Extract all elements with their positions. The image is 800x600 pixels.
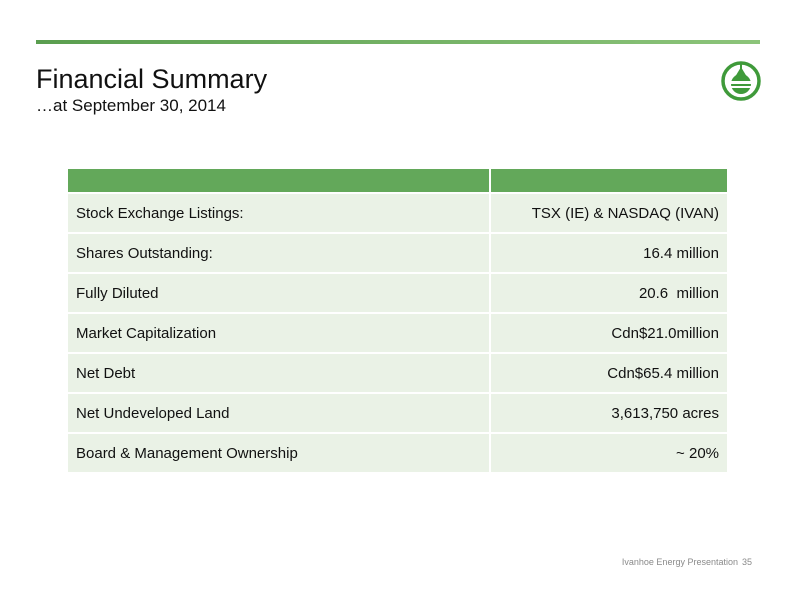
row-label: Stock Exchange Listings:	[68, 193, 490, 233]
table-header-cell	[68, 169, 490, 193]
row-label: Net Debt	[68, 353, 490, 393]
row-label: Market Capitalization	[68, 313, 490, 353]
row-value: 3,613,750 acres	[490, 393, 727, 433]
row-value: TSX (IE) & NASDAQ (IVAN)	[490, 193, 727, 233]
table-header-row	[68, 169, 727, 193]
row-value: Cdn$21.0million	[490, 313, 727, 353]
top-divider	[36, 40, 760, 44]
row-value: 16.4 million	[490, 233, 727, 273]
ivanhoe-energy-logo-icon	[720, 60, 762, 102]
table-header-cell	[490, 169, 727, 193]
table-row	[68, 273, 727, 313]
row-value: ~ 20%	[490, 433, 727, 472]
page-title: Financial Summary	[36, 64, 268, 94]
page-subtitle: …at September 30, 2014	[36, 96, 226, 115]
table-row	[68, 193, 727, 233]
footer-text: Ivanhoe Energy Presentation	[621, 557, 738, 567]
table-row	[68, 233, 727, 273]
row-label: Fully Diluted	[68, 273, 490, 313]
footer	[622, 557, 752, 567]
row-value: Cdn$65.4 million	[490, 353, 727, 393]
row-value: 20.6 million	[490, 273, 727, 313]
table-row	[68, 393, 727, 433]
row-label: Net Undeveloped Land	[68, 393, 490, 433]
table-row	[68, 433, 727, 472]
page-number: 35	[741, 557, 752, 567]
row-label: Shares Outstanding:	[68, 233, 490, 273]
table-row	[68, 313, 727, 353]
row-label: Board & Management Ownership	[68, 433, 490, 472]
table-row	[68, 353, 727, 393]
financial-summary-table	[68, 169, 727, 472]
